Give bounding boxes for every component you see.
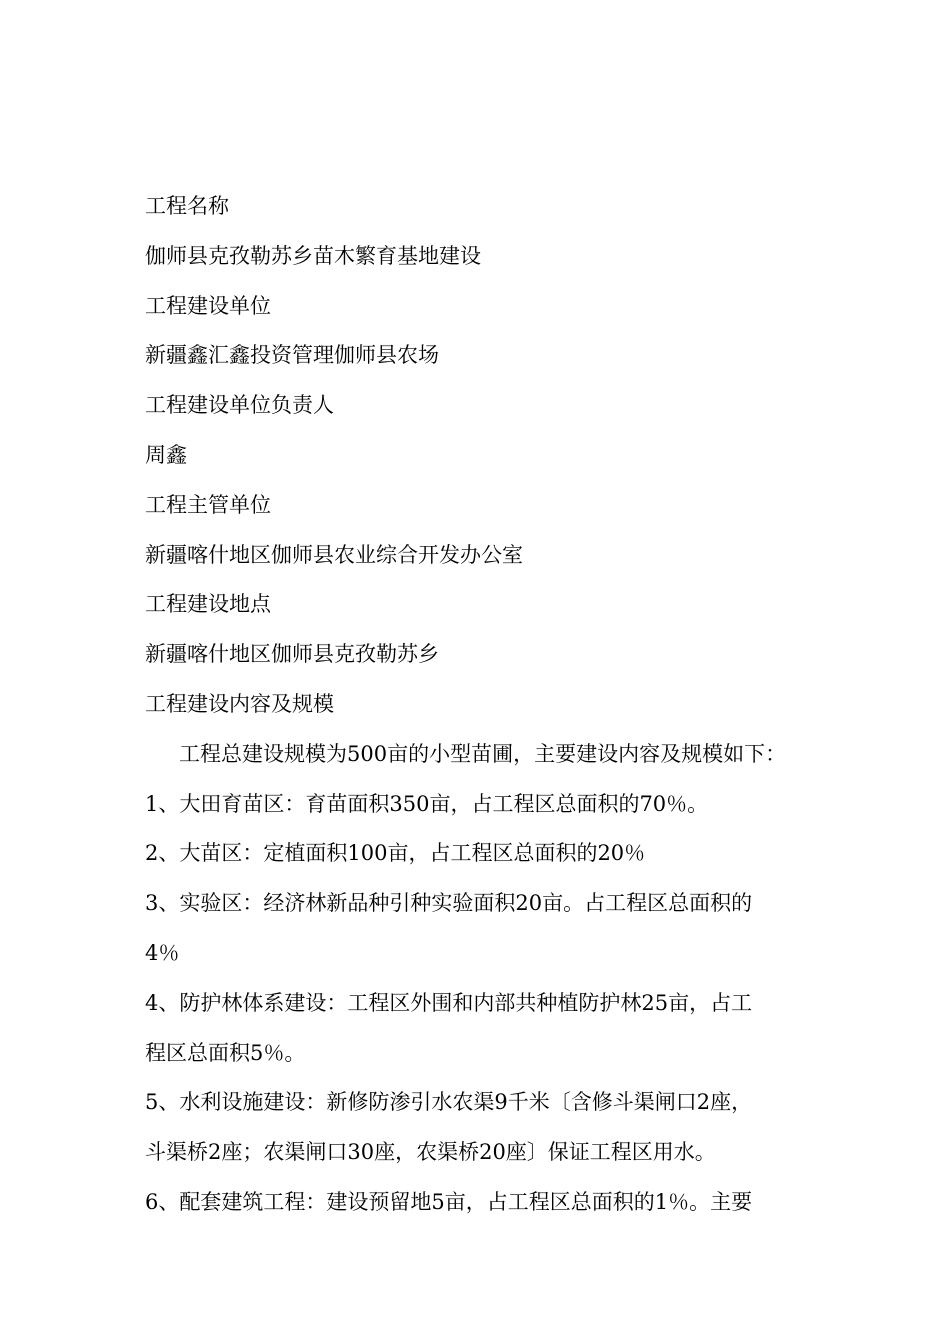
list-item: 3、实验区：经济林新品种引种实验面积20亩。占工程区总面积的 xyxy=(145,891,753,916)
field-label-construction-unit: 工程建设单位 xyxy=(145,293,271,318)
list-item: 2、大苗区：定植面积100亩，占工程区总面积的20％ xyxy=(145,841,646,866)
field-label-supervising-unit: 工程主管单位 xyxy=(145,492,271,517)
scope-intro: 工程总建设规模为500亩的小型苗圃，主要建设内容及规模如下： xyxy=(179,741,787,766)
field-value-location: 新疆喀什地区伽师县克孜勒苏乡 xyxy=(145,642,439,667)
list-item: 5、水利设施建设：新修防渗引水农渠9千米〔含修斗渠闸口2座， xyxy=(145,1090,753,1115)
field-value-project-name: 伽师县克孜勒苏乡苗木繁育基地建设 xyxy=(145,243,481,268)
scope-heading: 工程建设内容及规模 xyxy=(145,691,334,716)
field-label-location: 工程建设地点 xyxy=(145,592,271,617)
list-item: 4、防护林体系建设：工程区外围和内部共种植防护林25亩，占工 xyxy=(145,990,753,1015)
document-body xyxy=(145,182,813,1228)
list-item: 6、配套建筑工程：建设预留地5亩，占工程区总面积的1％。主要 xyxy=(145,1189,753,1214)
list-item-continuation: 斗渠桥2座；农渠闸口30座，农渠桥20座〕保证工程区用水。 xyxy=(145,1140,716,1165)
list-item-continuation: 程区总面积5％。 xyxy=(145,1040,306,1065)
list-item-continuation: 4％ xyxy=(145,940,180,965)
field-label-project-name: 工程名称 xyxy=(145,194,229,218)
field-value-unit-leader: 周鑫 xyxy=(145,442,187,467)
field-value-supervising-unit: 新疆喀什地区伽师县农业综合开发办公室 xyxy=(145,542,523,567)
list-item: 1、大田育苗区：育苗面积350亩，占工程区总面积的70％。 xyxy=(145,791,709,816)
field-value-construction-unit: 新疆鑫汇鑫投资管理伽师县农场 xyxy=(145,343,439,368)
field-label-unit-leader: 工程建设单位负责人 xyxy=(145,393,334,418)
